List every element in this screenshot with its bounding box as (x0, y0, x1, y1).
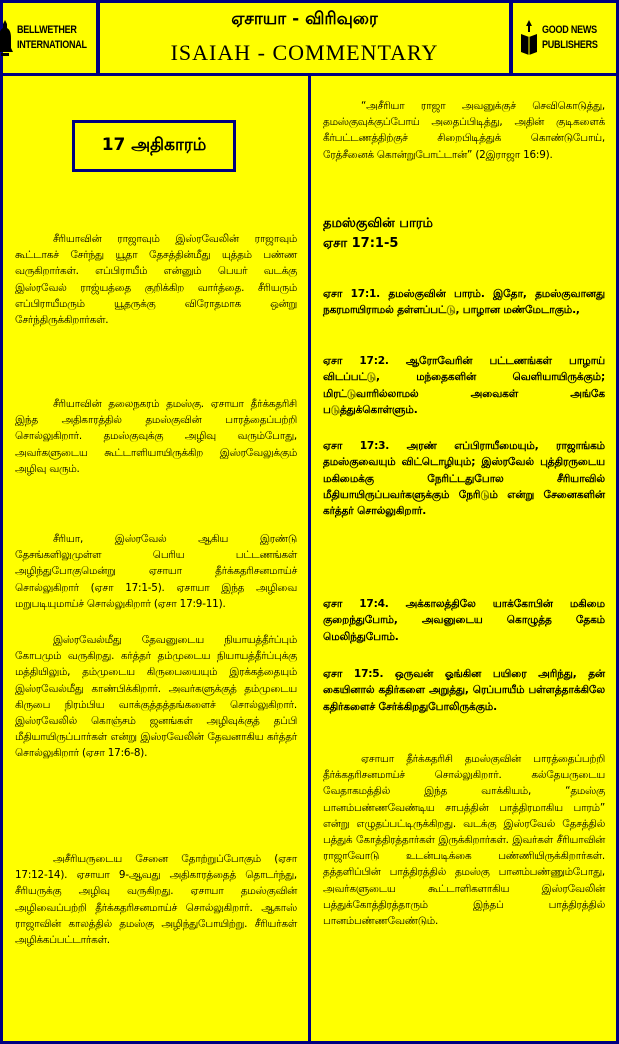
bell-icon (0, 18, 14, 58)
left-paragraph-1: சீரியாவின் ராஜாவும் இஸ்ரவேலின் ராஜாவும் கூட்டாகச் சேர்ந்து யூதா தேசத்தின்மீது யுத்தம் பண்ண வருகிறார்கள். எப்பிராயீம் என்னும் பெயர் வடக்கு இஸ்ரவேல் ராஜ்யத்தை குறிக்கிற வார்த்தை. சீரியரும் எப்பிராயீமரும் யூதருக்கு விரோதமாக ஒன்று சேர்ந்திருக்கிறார்கள். (15, 233, 297, 327)
title-tamil: ஏசாயா - விரிவுரை (231, 9, 378, 29)
verse-17-1: ஏசா 17:1. தமஸ்குவின் பாரம். இதோ, தமஸ்குவானது நகரமாயிராமல் தள்ளப்பட்டு, பாழான மண்மேடாகும்., (323, 288, 605, 317)
verse-17-3: ஏசா 17:3. அரண் எப்பிராயீமையும், ராஜாங்கம் தமஸ்குவையும் விட்டொழியும்; இஸ்ரவேல் புத்திரருடைய மகிமைக்கு நேரிட்டதுபோல சீரியாவில் மீதியாயிருப்பவர்களுக்கும் நேரிடும் என்று சேனைகளின் கர்த்தர் சொல்லுகிறார். (323, 440, 605, 518)
good-news-logo (513, 3, 616, 73)
right-column (311, 76, 616, 1041)
bellwether-logo (3, 3, 96, 73)
left-paragraph-4: இஸ்ரவேல்மீது தேவனுடைய நியாயத்தீர்ப்பும் கோபமும் வருகிறது. கர்த்தர் தம்முடைய நியாயத்தீர்ப்புக்கு மத்தியிலும், தம்முடைய கிருபையையும் இரக்கத்தையும் இஸ்ரவேல்மீது காண்பிக்கிறார். அவர்களுக்குத் தம்முடைய கிருபை நிரம்பிய வாக்குத்தத்தங்களைச் சொல்லுகிறார். இஸ்ரவேலில் கொஞ்சம் ஜனங்கள் அழிவுக்குத் தப்பி மீதியாயிருப்பார்கள் என்று இஸ்ரவேலின் தேவனாகிய கர்த்தர் சொல்லுகிறார் (ஏசா 17:6-8). (15, 634, 297, 760)
logo-left-line1: BELLWETHER (17, 24, 78, 36)
section-title (323, 214, 605, 254)
verse-17-5: ஏசா 17:5. ஒருவன் ஓங்கின பயிரை அரிந்து, தன் கையினால் கதிர்களை அறுத்து, ரெப்பாயீம் பள்ளத்தாக்கிலே கதிர்களைச் சேர்க்கிறதுபோலிருக்கும். (323, 668, 605, 713)
section-title-line2: ஏசா 17:1-5 (323, 236, 399, 251)
section-title-line1: தமஸ்குவின் பாரம் (323, 216, 433, 231)
left-column (3, 76, 308, 1041)
chapter-title: 17 அதிகாரம் (72, 120, 236, 172)
title-banner (100, 3, 509, 73)
logo-right-line2: PUBLISHERS (542, 39, 598, 51)
verse-17-4: ஏசா 17:4. அக்காலத்திலே யாக்கோபின் மகிமை குறைந்துபோம், அவனுடைய கொழுத்த தேகம் மெலிந்துபோம். (323, 598, 605, 643)
left-paragraph-2: சீரியாவின் தலைநகரம் தமஸ்கு. ஏசாயா தீர்க்கதரிசி இந்த அதிகாரத்தில் தமஸ்குவின் பாரத்தைப்பற்றி சொல்லுகிறார். தமஸ்குவுக்கு அழிவு வரும்போது, அவர்களுடைய கூட்டாளியாயிருக்கிற இஸ்ரவேலுக்கும் அழிவு வரும். (15, 398, 297, 475)
book-icon (519, 18, 539, 58)
verse-17-2: ஏசா 17:2. ஆரோவேரின் பட்டணங்கள் பாழாய் விடப்பட்டு, மந்தைகளின் வெளியாயிருக்கும்; மிரட்டுவாரில்லாமல் அவைகள் அங்கே படுத்துக்கொள்ளும். (323, 355, 605, 416)
commentary-paragraph: ஏசாயா தீர்க்கதரிசி தமஸ்குவின் பாரத்தைப்பற்றி தீர்க்கதரிசனமாய்ச் சொல்லுகிறார். கல்தேயருடைய வேதாகமத்தில் இந்த வாக்கியம், “தமஸ்கு பானம்பண்ணவேண்டிய சாபத்தின் பாத்திரமாகிய பாரம்” என்று எழுதப்பட்டிருக்கிறது. வடக்கு இஸ்ரவேல் தேசத்தில் பத்துக் கோத்திரத்தார்கள் இருக்கிறார்கள். இவர்கள் சீரியாவின் ராஜாவோடு உடன்படிக்கை பண்ணியிருக்கிறார்கள். தத்தளிப்பின் பாத்திரத்தில் தமஸ்கு பானம்பண்ணும்போது, அவர்களுடைய கூட்டாளிகளாகிய இஸ்ரவேலின் பத்துக்கோத்திரத்தாரும் இந்தப் பாத்திரத்தில் பானம்பண்ணவேண்டும். (323, 753, 605, 928)
title-english: ISAIAH - COMMENTARY (170, 40, 439, 65)
left-paragraph-3: சீரியா, இஸ்ரவேல் ஆகிய இரண்டு தேசங்களிலுமுள்ள பெரிய பட்டணங்கள் அழிந்துபோகுமென்று ஏசாயா தீர்க்கதரிசனமாய்ச் சொல்லுகிறார் (ஏசா 17:1-5). ஏசாயா இந்த அழிவை மறுபடியுமாய்ச் சொல்லுகிறார் (ஏசா 17:9-11). (15, 533, 297, 610)
logo-left-line2: INTERNATIONAL (17, 39, 88, 51)
quote-paragraph: “அசீரியா ராஜா அவனுக்குச் செவிகொடுத்து, தமஸ்குவுக்குப்போய் அதைப்பிடித்து, அதின் குடிகளைக் கீர்பட்டணத்திற்குச் சிறைபிடித்துக் கொண்டுபோய், ரேத்சீனைக் கொன்றுபோட்டான்” (2இராஜா 16:9). (323, 100, 605, 161)
left-paragraph-5: அசீரியருடைய சேனை தோற்றுப்போகும் (ஏசா 17:12-14). ஏசாயா 9-ஆவது அதிகாரத்தைத் தொடர்ந்து, சீரியருக்கு அழிவு வருகிறது. ஏசாயா தமஸ்குவின் அழிவைப்பற்றி தீர்க்கதரிசனமாய்ச் சொல்லுகிறார். ஆகாஸ் ராஜாவின் காலத்தில் தமஸ்கு அழிந்துபோயிற்று. சீரியர்கள் அழிக்கப்பட்டார்கள். (15, 853, 297, 947)
logo-right-line1: GOOD NEWS (542, 24, 597, 36)
